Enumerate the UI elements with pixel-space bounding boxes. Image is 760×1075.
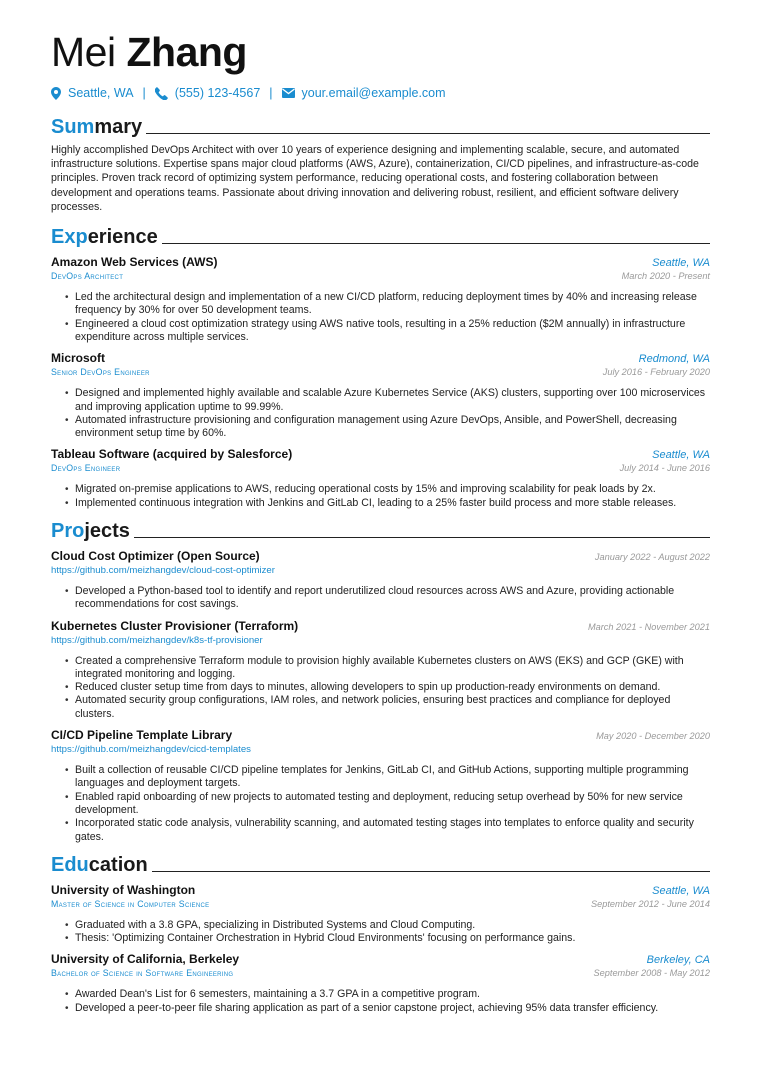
project-name: Kubernetes Cluster Provisioner (Terraform) [51,618,299,633]
job-title: DevOps Engineer [51,463,121,474]
project-name: Cloud Cost Optimizer (Open Source) [51,548,260,563]
bullet-item: • Automated infrastructure provisioning and configuration management using Azure DevOps, Ansible, and PowerShell, decreasing environment setup time by 60%. [75,414,710,441]
project-entry [51,727,710,844]
bullet-list [51,764,710,844]
last-name: Zhang [126,29,247,75]
section-rule [146,133,710,134]
company-name: Amazon Web Services (AWS) [51,255,218,270]
location-text: Seattle, WA [68,86,134,100]
experience-section-header [51,222,710,248]
summary-text: Highly accomplished DevOps Architect with over 10 years of experience designing and implementing scalable, secure, and automated infrastructure solutions. Expertise spans major cloud platforms (AWS, Azure), containerization, CI/CD pipelines, and infrastructure-as-code principles. Proven track record of optimizing system performance, reducing operational costs, and fostering collaboration between development and operations teams. Passionate about driving innovation and delivering robust, resilient, and efficient software delivery processes. [51,144,699,213]
project-entry [51,618,710,721]
job-dates: July 2014 - June 2016 [619,463,710,474]
education-entry [51,882,710,946]
candidate-name [51,28,710,76]
bullet-list [51,919,710,946]
bullet-item: • Graduated with a 3.8 GPA, specializing in Distributed Systems and Cloud Computing. [75,919,710,932]
bullet-item: • Enabled rapid onboarding of new projects to automated testing and deployment, reducing setup overhead by 50% for new service development. [75,791,710,818]
contact-location [51,86,134,100]
section-title: Summary [51,116,143,138]
experience-entry [51,446,710,510]
bullet-list [51,585,710,612]
section-title: Experience [51,226,158,249]
school-dates: September 2008 - May 2012 [593,968,710,979]
project-dates: March 2021 - November 2021 [587,621,710,632]
summary-section-header [51,112,710,138]
contact-separator: | [142,86,146,100]
job-location: Redmond, WA [638,353,710,366]
project-name: CI/CD Pipeline Template Library [51,728,233,743]
project-link[interactable]: https://github.com/meizhangdev/cloud-cost-optimizer [51,564,275,576]
bullet-item: • Automated security group configurations, IAM roles, and network policies, ensuring best practices and compliance for deployed clusters. [75,694,710,721]
job-location: Seattle, WA [652,449,710,462]
envelope-icon [282,88,295,98]
projects-section-header [51,516,710,542]
section-title: Projects [51,519,130,542]
map-marker-icon [51,87,61,100]
bullet-item: • Thesis: 'Optimizing Container Orchestration in Hybrid Cloud Environments' focusing on performance gains. [75,932,710,945]
project-dates: January 2022 - August 2022 [594,551,710,562]
bullet-item: • Built a collection of reusable CI/CD pipeline templates for Jenkins, GitLab CI, and GitHub Actions, supporting multiple programming languages and deployment targets. [75,764,710,791]
bullet-item: • Implemented continuous integration with Jenkins and GitLab CI, leading to a 25% faster build process and more stable releases. [75,497,710,510]
bullet-item: • Incorporated static code analysis, vulnerability scanning, and automated testing stages into templates to enforce quality and security gates. [75,817,710,844]
job-title: DevOps Architect [51,271,124,282]
bullet-item: • Developed a peer-to-peer file sharing application as part of a senior capstone project, achieving 95% data transfer efficiency. [75,1002,710,1015]
contact-line [51,84,710,102]
section-rule [152,871,710,872]
bullet-item: • Reduced cluster setup time from days to minutes, allowing developers to spin up production-ready environments on demand. [75,681,710,694]
education-section-header [51,850,710,876]
email-text[interactable]: your.email@example.com [301,86,446,100]
bullet-list [51,291,710,344]
contact-separator: | [269,86,273,100]
school-dates: September 2012 - June 2014 [590,898,710,909]
project-entry [51,548,710,612]
section-rule [162,243,710,244]
bullet-item: • Awarded Dean's List for 6 semesters, maintaining a 3.7 GPA in a competitive program. [75,988,710,1001]
bullet-list [51,655,710,721]
bullet-item: • Engineered a cloud cost optimization strategy using AWS native tools, resulting in a 25% reduction ($2M annually) in infrastructure expenditure across multiple services. [75,318,710,345]
project-link[interactable]: https://github.com/meizhangdev/k8s-tf-provisioner [51,634,263,646]
contact-phone[interactable] [155,86,260,100]
experience-entry [51,350,710,440]
company-name: Microsoft [51,351,105,366]
section-title: Education [51,853,148,876]
resume-page [51,28,710,1015]
bullet-list [51,483,710,510]
school-name: University of California, Berkeley [51,952,240,967]
school-location: Seattle, WA [652,884,710,897]
first-name: Mei [51,29,116,75]
project-dates: May 2020 - December 2020 [596,731,710,742]
education-entry [51,951,710,1015]
school-location: Berkeley, CA [646,954,710,967]
bullet-item: • Led the architectural design and implementation of a new CI/CD platform, reducing deployment times by 40% and increasing release frequency by 30% for over 50 development teams. [75,291,710,318]
bullet-item: • Created a comprehensive Terraform module to provision highly available Kubernetes clusters on AWS (EKS) and GCP (GKE) with integrated monitoring and logging. [75,655,710,682]
bullet-item: • Designed and implemented highly available and scalable Azure Kubernetes Service (AKS) clusters, supporting over 100 microservices and improving application uptime to 99.99%. [75,387,710,414]
phone-icon [155,87,168,100]
project-link[interactable]: https://github.com/meizhangdev/cicd-templates [51,744,251,756]
section-rule [134,537,710,538]
bullet-item: • Migrated on-premise applications to AWS, reducing operational costs by 15% and improving scalability for peak loads by 2x. [75,483,710,496]
phone-text[interactable]: (555) 123-4567 [174,86,261,100]
degree: Bachelor of Science in Software Engineering [51,968,234,979]
bullet-list [51,988,710,1015]
degree: Master of Science in Computer Science [51,898,210,909]
school-name: University of Washington [51,882,196,897]
company-name: Tableau Software (acquired by Salesforce) [51,447,293,462]
bullet-item: • Developed a Python-based tool to identify and report underutilized cloud resources across AWS and Azure, providing actionable recommendations for cost savings. [75,585,710,612]
bullet-list [51,387,710,440]
job-dates: March 2020 - Present [621,271,710,282]
job-location: Seattle, WA [652,257,710,270]
contact-email[interactable] [282,86,446,100]
experience-entry [51,254,710,344]
job-dates: July 2016 - February 2020 [602,367,710,378]
job-title: Senior DevOps Engineer [51,367,150,378]
